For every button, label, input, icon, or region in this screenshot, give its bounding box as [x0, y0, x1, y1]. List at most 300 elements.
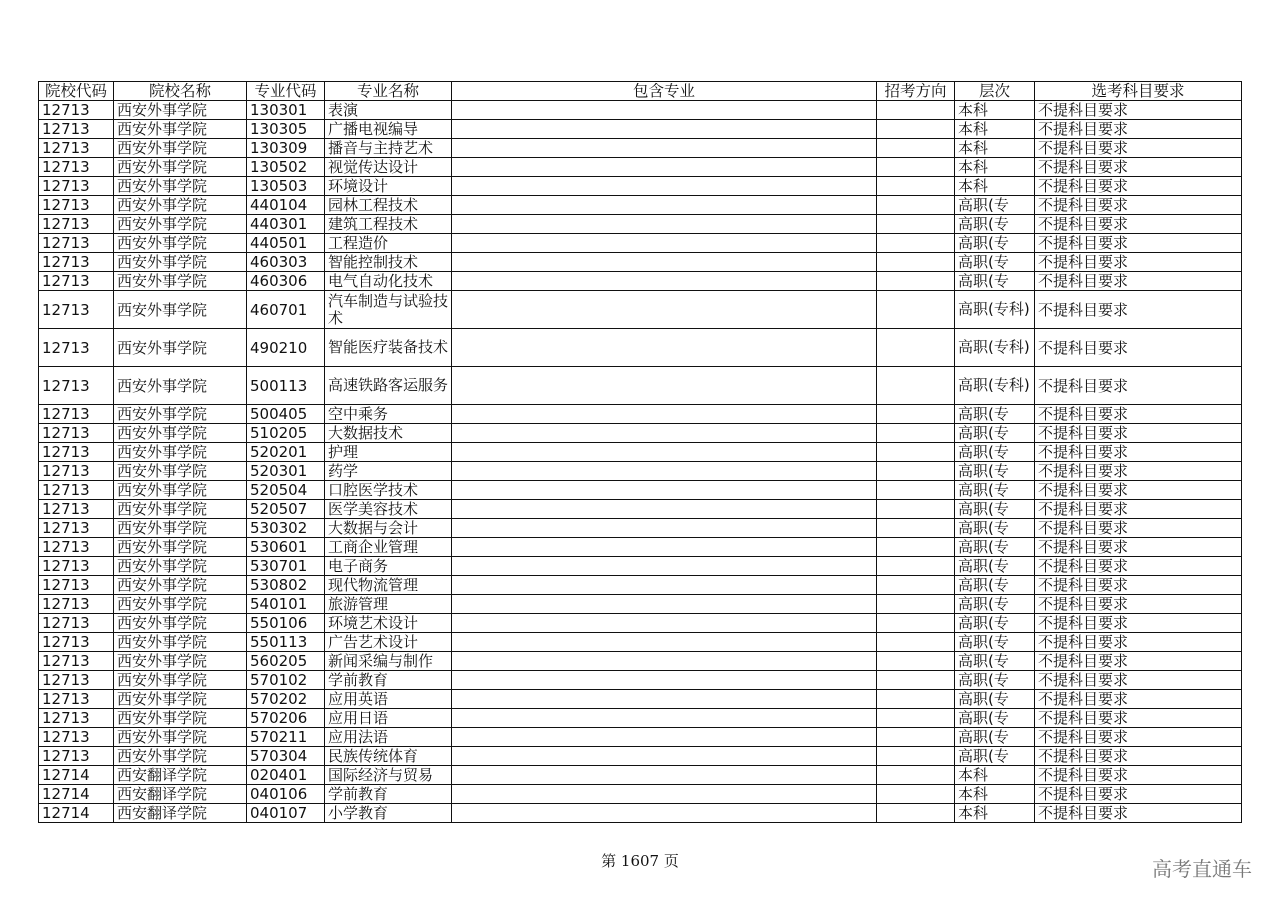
subject-requirement-cell: 不提科目要求 [1035, 519, 1242, 538]
level-cell: 高职(专 [955, 728, 1035, 747]
direction-cell [877, 633, 955, 652]
subject-requirement-cell: 不提科目要求 [1035, 253, 1242, 272]
major-code-cell: 570102 [247, 671, 325, 690]
school-code-cell: 12713 [39, 690, 114, 709]
subject-requirement-cell: 不提科目要求 [1035, 443, 1242, 462]
major-name-cell: 药学 [325, 462, 452, 481]
column-header: 专业代码 [247, 82, 325, 101]
included-majors-cell [452, 120, 877, 139]
included-majors-cell [452, 405, 877, 424]
school-code-cell: 12713 [39, 101, 114, 120]
major-code-cell: 460306 [247, 272, 325, 291]
subject-requirement-cell: 不提科目要求 [1035, 500, 1242, 519]
major-code-cell: 500113 [247, 367, 325, 405]
included-majors-cell [452, 785, 877, 804]
included-majors-cell [452, 652, 877, 671]
table-row [39, 158, 1242, 177]
school-code-cell: 12713 [39, 633, 114, 652]
table-row [39, 500, 1242, 519]
included-majors-cell [452, 709, 877, 728]
major-code-cell: 130301 [247, 101, 325, 120]
school-code-cell: 12713 [39, 709, 114, 728]
major-name-cell: 表演 [325, 101, 452, 120]
level-cell: 高职(专 [955, 253, 1035, 272]
subject-requirement-cell: 不提科目要求 [1035, 728, 1242, 747]
included-majors-cell [452, 291, 877, 329]
school-name-cell: 西安外事学院 [114, 709, 247, 728]
table-row [39, 462, 1242, 481]
major-code-cell: 500405 [247, 405, 325, 424]
subject-requirement-cell: 不提科目要求 [1035, 633, 1242, 652]
school-code-cell: 12714 [39, 804, 114, 823]
subject-requirement-cell: 不提科目要求 [1035, 766, 1242, 785]
subject-requirement-cell: 不提科目要求 [1035, 329, 1242, 367]
direction-cell [877, 519, 955, 538]
included-majors-cell [452, 481, 877, 500]
major-code-cell: 130309 [247, 139, 325, 158]
level-cell: 高职(专 [955, 633, 1035, 652]
school-name-cell: 西安外事学院 [114, 519, 247, 538]
included-majors-cell [452, 690, 877, 709]
included-majors-cell [452, 728, 877, 747]
table-header-row [39, 82, 1242, 101]
direction-cell [877, 576, 955, 595]
level-cell: 高职(专 [955, 709, 1035, 728]
school-code-cell: 12713 [39, 405, 114, 424]
major-name-cell: 环境设计 [325, 177, 452, 196]
school-code-cell: 12713 [39, 538, 114, 557]
subject-requirement-cell: 不提科目要求 [1035, 690, 1242, 709]
direction-cell [877, 652, 955, 671]
major-code-cell: 570206 [247, 709, 325, 728]
table-row [39, 785, 1242, 804]
table-row [39, 196, 1242, 215]
major-name-cell: 口腔医学技术 [325, 481, 452, 500]
table-row [39, 291, 1242, 329]
subject-requirement-cell: 不提科目要求 [1035, 614, 1242, 633]
included-majors-cell [452, 329, 877, 367]
included-majors-cell [452, 538, 877, 557]
major-name-cell: 现代物流管理 [325, 576, 452, 595]
included-majors-cell [452, 234, 877, 253]
watermark: 高考直通车 [1152, 857, 1252, 881]
subject-requirement-cell: 不提科目要求 [1035, 158, 1242, 177]
table-row [39, 652, 1242, 671]
column-header: 层次 [955, 82, 1035, 101]
school-name-cell: 西安外事学院 [114, 139, 247, 158]
subject-requirement-cell: 不提科目要求 [1035, 462, 1242, 481]
column-header: 院校代码 [39, 82, 114, 101]
table-row [39, 481, 1242, 500]
column-header: 选考科目要求 [1035, 82, 1242, 101]
major-code-cell: 440104 [247, 196, 325, 215]
included-majors-cell [452, 177, 877, 196]
school-name-cell: 西安外事学院 [114, 614, 247, 633]
school-name-cell: 西安外事学院 [114, 329, 247, 367]
school-code-cell: 12713 [39, 728, 114, 747]
included-majors-cell [452, 367, 877, 405]
major-name-cell: 智能医疗装备技术 [325, 329, 452, 367]
subject-requirement-cell: 不提科目要求 [1035, 804, 1242, 823]
school-code-cell: 12713 [39, 443, 114, 462]
school-name-cell: 西安外事学院 [114, 234, 247, 253]
major-name-cell: 电气自动化技术 [325, 272, 452, 291]
subject-requirement-cell: 不提科目要求 [1035, 120, 1242, 139]
school-code-cell: 12713 [39, 424, 114, 443]
direction-cell [877, 671, 955, 690]
included-majors-cell [452, 462, 877, 481]
major-name-cell: 汽车制造与试验技术 [325, 291, 452, 329]
direction-cell [877, 405, 955, 424]
school-name-cell: 西安外事学院 [114, 424, 247, 443]
major-name-cell: 国际经济与贸易 [325, 766, 452, 785]
major-code-cell: 530701 [247, 557, 325, 576]
included-majors-cell [452, 139, 877, 158]
included-majors-cell [452, 519, 877, 538]
level-cell: 高职(专 [955, 462, 1035, 481]
direction-cell [877, 215, 955, 234]
major-name-cell: 新闻采编与制作 [325, 652, 452, 671]
subject-requirement-cell: 不提科目要求 [1035, 557, 1242, 576]
major-code-cell: 540101 [247, 595, 325, 614]
table-row [39, 139, 1242, 158]
major-code-cell: 460701 [247, 291, 325, 329]
school-name-cell: 西安外事学院 [114, 538, 247, 557]
subject-requirement-cell: 不提科目要求 [1035, 709, 1242, 728]
level-cell: 高职(专科) [955, 367, 1035, 405]
school-code-cell: 12713 [39, 614, 114, 633]
included-majors-cell [452, 101, 877, 120]
level-cell: 本科 [955, 766, 1035, 785]
table-row [39, 405, 1242, 424]
major-name-cell: 旅游管理 [325, 595, 452, 614]
school-name-cell: 西安外事学院 [114, 443, 247, 462]
major-code-cell: 560205 [247, 652, 325, 671]
major-code-cell: 520507 [247, 500, 325, 519]
major-code-cell: 510205 [247, 424, 325, 443]
table-row [39, 443, 1242, 462]
subject-requirement-cell: 不提科目要求 [1035, 538, 1242, 557]
level-cell: 高职(专 [955, 747, 1035, 766]
school-name-cell: 西安外事学院 [114, 595, 247, 614]
included-majors-cell [452, 804, 877, 823]
major-name-cell: 小学教育 [325, 804, 452, 823]
level-cell: 高职(专 [955, 481, 1035, 500]
level-cell: 高职(专 [955, 234, 1035, 253]
direction-cell [877, 481, 955, 500]
school-name-cell: 西安外事学院 [114, 652, 247, 671]
school-code-cell: 12713 [39, 671, 114, 690]
subject-requirement-cell: 不提科目要求 [1035, 424, 1242, 443]
level-cell: 本科 [955, 804, 1035, 823]
level-cell: 高职(专 [955, 671, 1035, 690]
table-row [39, 177, 1242, 196]
subject-requirement-cell: 不提科目要求 [1035, 139, 1242, 158]
major-code-cell: 530601 [247, 538, 325, 557]
school-name-cell: 西安外事学院 [114, 671, 247, 690]
included-majors-cell [452, 633, 877, 652]
subject-requirement-cell: 不提科目要求 [1035, 747, 1242, 766]
school-name-cell: 西安外事学院 [114, 481, 247, 500]
major-name-cell: 视觉传达设计 [325, 158, 452, 177]
level-cell: 高职(专科) [955, 329, 1035, 367]
major-code-cell: 490210 [247, 329, 325, 367]
school-name-cell: 西安外事学院 [114, 690, 247, 709]
direction-cell [877, 804, 955, 823]
school-code-cell: 12713 [39, 253, 114, 272]
table-row [39, 538, 1242, 557]
major-code-cell: 460303 [247, 253, 325, 272]
direction-cell [877, 728, 955, 747]
school-name-cell: 西安外事学院 [114, 158, 247, 177]
subject-requirement-cell: 不提科目要求 [1035, 652, 1242, 671]
direction-cell [877, 424, 955, 443]
direction-cell [877, 766, 955, 785]
major-name-cell: 园林工程技术 [325, 196, 452, 215]
major-code-cell: 550106 [247, 614, 325, 633]
table-row [39, 614, 1242, 633]
direction-cell [877, 614, 955, 633]
direction-cell [877, 690, 955, 709]
major-name-cell: 环境艺术设计 [325, 614, 452, 633]
major-name-cell: 智能控制技术 [325, 253, 452, 272]
included-majors-cell [452, 196, 877, 215]
table-row [39, 633, 1242, 652]
subject-requirement-cell: 不提科目要求 [1035, 101, 1242, 120]
table-body [39, 101, 1242, 823]
subject-requirement-cell: 不提科目要求 [1035, 291, 1242, 329]
direction-cell [877, 253, 955, 272]
direction-cell [877, 234, 955, 253]
level-cell: 高职(专 [955, 424, 1035, 443]
subject-requirement-cell: 不提科目要求 [1035, 215, 1242, 234]
major-name-cell: 应用英语 [325, 690, 452, 709]
included-majors-cell [452, 557, 877, 576]
direction-cell [877, 443, 955, 462]
school-code-cell: 12713 [39, 481, 114, 500]
direction-cell [877, 139, 955, 158]
level-cell: 高职(专 [955, 614, 1035, 633]
level-cell: 高职(专 [955, 538, 1035, 557]
level-cell: 高职(专 [955, 690, 1035, 709]
table-row [39, 576, 1242, 595]
table-row [39, 804, 1242, 823]
school-name-cell: 西安外事学院 [114, 177, 247, 196]
major-name-cell: 应用日语 [325, 709, 452, 728]
included-majors-cell [452, 215, 877, 234]
direction-cell [877, 462, 955, 481]
subject-requirement-cell: 不提科目要求 [1035, 196, 1242, 215]
school-code-cell: 12713 [39, 576, 114, 595]
column-header: 包含专业 [452, 82, 877, 101]
level-cell: 高职(专科) [955, 291, 1035, 329]
major-code-cell: 530302 [247, 519, 325, 538]
page-number: 第 1607 页 [601, 852, 679, 870]
major-code-cell: 440301 [247, 215, 325, 234]
school-name-cell: 西安外事学院 [114, 367, 247, 405]
subject-requirement-cell: 不提科目要求 [1035, 785, 1242, 804]
level-cell: 本科 [955, 785, 1035, 804]
direction-cell [877, 177, 955, 196]
table-row [39, 329, 1242, 367]
major-code-cell: 020401 [247, 766, 325, 785]
level-cell: 高职(专 [955, 557, 1035, 576]
level-cell: 高职(专 [955, 272, 1035, 291]
school-code-cell: 12713 [39, 500, 114, 519]
level-cell: 本科 [955, 177, 1035, 196]
school-name-cell: 西安外事学院 [114, 728, 247, 747]
school-name-cell: 西安外事学院 [114, 633, 247, 652]
school-code-cell: 12713 [39, 139, 114, 158]
subject-requirement-cell: 不提科目要求 [1035, 367, 1242, 405]
level-cell: 高职(专 [955, 595, 1035, 614]
school-code-cell: 12713 [39, 652, 114, 671]
level-cell: 高职(专 [955, 196, 1035, 215]
table-row [39, 728, 1242, 747]
level-cell: 高职(专 [955, 443, 1035, 462]
level-cell: 高职(专 [955, 576, 1035, 595]
school-code-cell: 12714 [39, 785, 114, 804]
subject-requirement-cell: 不提科目要求 [1035, 481, 1242, 500]
table-row [39, 272, 1242, 291]
included-majors-cell [452, 443, 877, 462]
major-name-cell: 播音与主持艺术 [325, 139, 452, 158]
major-code-cell: 130503 [247, 177, 325, 196]
column-header: 专业名称 [325, 82, 452, 101]
included-majors-cell [452, 500, 877, 519]
school-code-cell: 12713 [39, 120, 114, 139]
table-row [39, 101, 1242, 120]
school-code-cell: 12713 [39, 462, 114, 481]
school-name-cell: 西安翻译学院 [114, 766, 247, 785]
school-code-cell: 12713 [39, 272, 114, 291]
included-majors-cell [452, 747, 877, 766]
major-code-cell: 570202 [247, 690, 325, 709]
school-code-cell: 12713 [39, 595, 114, 614]
school-code-cell: 12713 [39, 329, 114, 367]
level-cell: 本科 [955, 158, 1035, 177]
table-row [39, 595, 1242, 614]
school-name-cell: 西安外事学院 [114, 253, 247, 272]
major-name-cell: 护理 [325, 443, 452, 462]
major-code-cell: 550113 [247, 633, 325, 652]
direction-cell [877, 196, 955, 215]
level-cell: 高职(专 [955, 405, 1035, 424]
direction-cell [877, 538, 955, 557]
major-name-cell: 广播电视编导 [325, 120, 452, 139]
subject-requirement-cell: 不提科目要求 [1035, 576, 1242, 595]
school-name-cell: 西安外事学院 [114, 747, 247, 766]
school-code-cell: 12713 [39, 367, 114, 405]
major-name-cell: 大数据技术 [325, 424, 452, 443]
table-row [39, 367, 1242, 405]
major-code-cell: 570211 [247, 728, 325, 747]
major-name-cell: 工程造价 [325, 234, 452, 253]
school-name-cell: 西安外事学院 [114, 101, 247, 120]
direction-cell [877, 500, 955, 519]
direction-cell [877, 329, 955, 367]
school-code-cell: 12713 [39, 557, 114, 576]
direction-cell [877, 291, 955, 329]
major-table [38, 81, 1242, 823]
school-name-cell: 西安外事学院 [114, 576, 247, 595]
school-name-cell: 西安外事学院 [114, 405, 247, 424]
major-name-cell: 工商企业管理 [325, 538, 452, 557]
school-code-cell: 12713 [39, 177, 114, 196]
subject-requirement-cell: 不提科目要求 [1035, 234, 1242, 253]
subject-requirement-cell: 不提科目要求 [1035, 405, 1242, 424]
major-code-cell: 130305 [247, 120, 325, 139]
subject-requirement-cell: 不提科目要求 [1035, 272, 1242, 291]
major-name-cell: 高速铁路客运服务 [325, 367, 452, 405]
major-code-cell: 520504 [247, 481, 325, 500]
direction-cell [877, 747, 955, 766]
table-row [39, 253, 1242, 272]
level-cell: 本科 [955, 139, 1035, 158]
school-name-cell: 西安翻译学院 [114, 804, 247, 823]
major-code-cell: 440501 [247, 234, 325, 253]
direction-cell [877, 158, 955, 177]
major-code-cell: 570304 [247, 747, 325, 766]
school-code-cell: 12713 [39, 215, 114, 234]
included-majors-cell [452, 766, 877, 785]
major-name-cell: 空中乘务 [325, 405, 452, 424]
table-row [39, 120, 1242, 139]
table-row [39, 557, 1242, 576]
school-name-cell: 西安外事学院 [114, 557, 247, 576]
included-majors-cell [452, 576, 877, 595]
major-code-cell: 530802 [247, 576, 325, 595]
level-cell: 高职(专 [955, 652, 1035, 671]
major-name-cell: 建筑工程技术 [325, 215, 452, 234]
table-row [39, 671, 1242, 690]
direction-cell [877, 557, 955, 576]
major-name-cell: 广告艺术设计 [325, 633, 452, 652]
school-code-cell: 12713 [39, 158, 114, 177]
direction-cell [877, 101, 955, 120]
major-name-cell: 应用法语 [325, 728, 452, 747]
school-name-cell: 西安外事学院 [114, 462, 247, 481]
level-cell: 高职(专 [955, 215, 1035, 234]
direction-cell [877, 367, 955, 405]
level-cell: 本科 [955, 101, 1035, 120]
school-code-cell: 12713 [39, 747, 114, 766]
subject-requirement-cell: 不提科目要求 [1035, 671, 1242, 690]
major-name-cell: 民族传统体育 [325, 747, 452, 766]
school-code-cell: 12714 [39, 766, 114, 785]
major-name-cell: 医学美容技术 [325, 500, 452, 519]
direction-cell [877, 709, 955, 728]
direction-cell [877, 120, 955, 139]
included-majors-cell [452, 595, 877, 614]
major-code-cell: 040106 [247, 785, 325, 804]
direction-cell [877, 595, 955, 614]
school-code-cell: 12713 [39, 196, 114, 215]
major-code-cell: 520201 [247, 443, 325, 462]
included-majors-cell [452, 253, 877, 272]
major-name-cell: 学前教育 [325, 785, 452, 804]
major-code-cell: 130502 [247, 158, 325, 177]
included-majors-cell [452, 272, 877, 291]
school-code-cell: 12713 [39, 519, 114, 538]
major-name-cell: 大数据与会计 [325, 519, 452, 538]
major-code-cell: 040107 [247, 804, 325, 823]
school-name-cell: 西安外事学院 [114, 196, 247, 215]
table-row [39, 424, 1242, 443]
table-row [39, 766, 1242, 785]
major-code-cell: 520301 [247, 462, 325, 481]
level-cell: 本科 [955, 120, 1035, 139]
